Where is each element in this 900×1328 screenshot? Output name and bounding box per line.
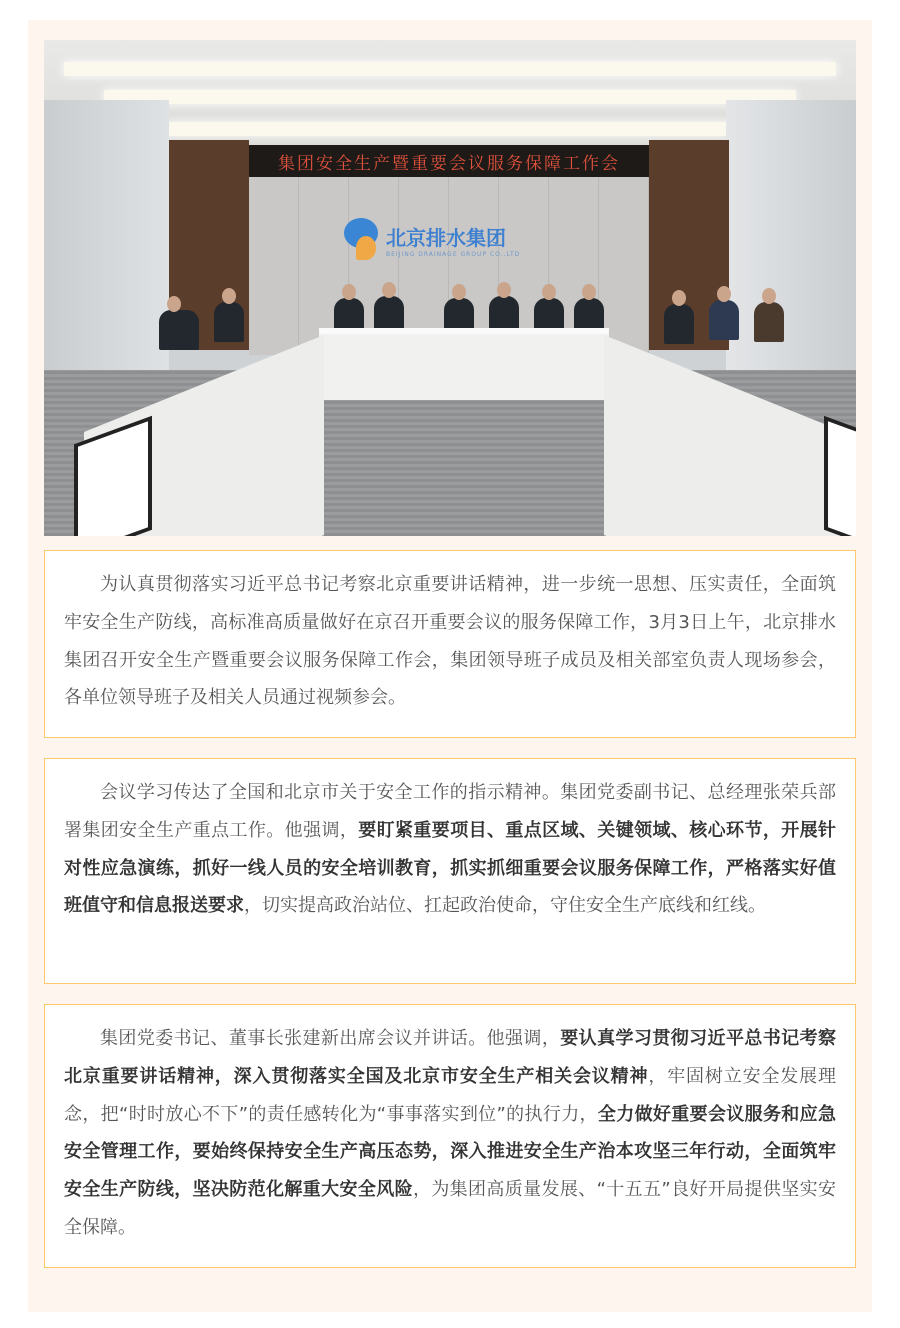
bold-segment: 全力做好重要会议服务和应急安全管理工作，要始终保持安全生产高压态势，深入推进安全生产治本攻坚三年行动，全面筑牢安全生产防线，坚决防范化解重大安全风险: [64, 1103, 836, 1201]
text-segment: 集团党委书记、董事长张建新出席会议并讲话。他强调，: [100, 1028, 561, 1049]
led-banner-text: 集团安全生产暨重要会议服务保障工作会: [278, 153, 620, 174]
attendee: [159, 310, 199, 350]
left-wall: [44, 100, 169, 400]
logo-name: 北京排水集团: [386, 226, 506, 250]
table-end-panel: [824, 416, 856, 536]
attendee: [664, 304, 694, 344]
attendee: [754, 302, 784, 342]
logo-english-name: BEIJING DRAINAGE GROUP CO.,LTD: [386, 251, 521, 258]
company-logo: [344, 218, 520, 262]
meeting-photo: [44, 40, 856, 536]
text-segment: 会议学习传达了全国和北京市关于安全工作的指示精神。集团党委副书记、总经理张荣兵部署集团安全生产重点工作。他强调，: [64, 782, 836, 841]
text-segment: ，牢固树立安全发展理念，把“时时放心不下”的责任感转化为“事事落实到位”的执行力，: [64, 1065, 837, 1125]
paragraph-box-1: [44, 550, 856, 738]
paragraph-box-3: [44, 1004, 856, 1268]
paragraph-3: [64, 1020, 836, 1247]
ceiling-light: [104, 90, 796, 104]
paragraph-box-2: [44, 758, 856, 984]
text-segment: ，为集团高质量发展、“十五五”良好开局提供坚实安全保障。: [64, 1179, 837, 1238]
ceiling-light: [154, 122, 734, 136]
conference-table-center: [319, 328, 609, 400]
bold-segment: 要盯紧重要项目、重点区域、关键领域、核心环节，开展针对性应急演练，抓好一线人员的安全培训教育，抓实抓细重要会议服务保障工作，严格落实好值班值守和信息报送要求: [64, 819, 837, 917]
attendee: [709, 300, 739, 340]
attendee: [214, 302, 244, 342]
ceiling-light: [64, 62, 836, 76]
text-segment: 为认真贯彻落实习近平总书记考察北京重要讲话精神，进一步统一思想、压实责任，全面筑牢安全生产防线，高标准高质量做好在京召开重要会议的服务保障工作，3月3日上午，北京排水集团召开安全生产暨重要会议服务保障工作会，集团领导班子成员及相关部室负责人现场参会，各单位领导班子及相关人员通过视频参会。: [64, 574, 836, 709]
paragraph-1: [64, 566, 836, 717]
paragraph-2: [64, 774, 836, 925]
right-wall: [726, 100, 856, 400]
logo-mark-icon: [344, 218, 380, 262]
led-banner: [249, 145, 649, 177]
text-segment: ，切实提高政治站位、扛起政治使命，守住安全生产底线和红线。: [244, 895, 766, 917]
bold-segment: 要认真学习贯彻习近平总书记考察北京重要讲话精神，深入贯彻落实全国及北京市安全生产相关会议精神: [64, 1028, 837, 1087]
